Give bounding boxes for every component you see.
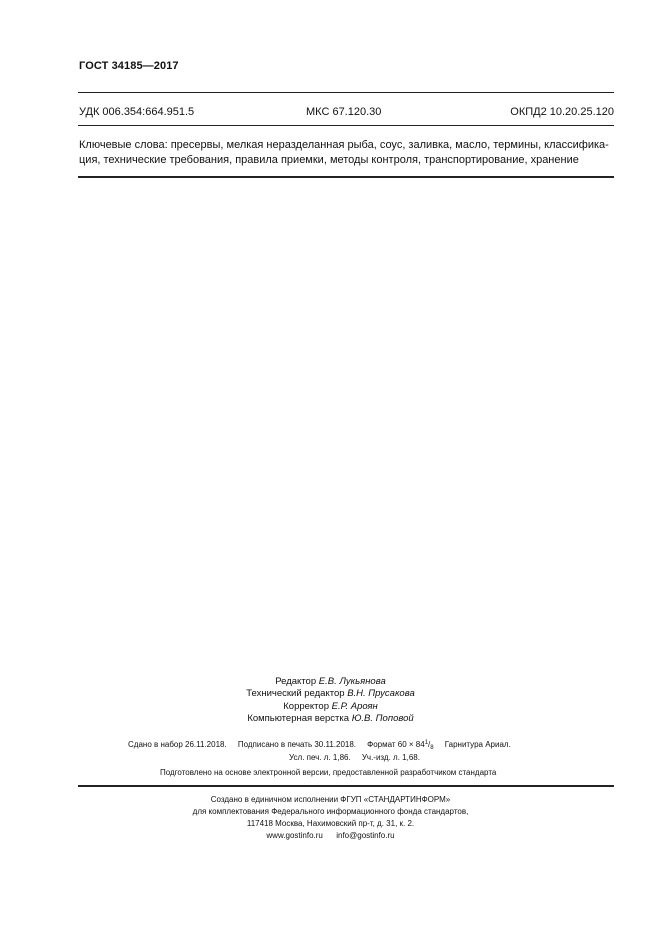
paper-format <box>367 740 433 749</box>
credit-name: Ю.В. Поповой <box>351 712 414 724</box>
submitted-date: Сдано в набор 26.11.2018. <box>128 740 227 749</box>
credit-name: Е.Р. Ароян <box>331 700 378 712</box>
credit-name: В.Н. Прусакова <box>347 688 415 700</box>
publisher-rule <box>78 785 614 787</box>
credits-block <box>0 676 661 725</box>
credit-role: Технический редактор <box>246 688 345 700</box>
credit-name: Е.В. Лукьянова <box>318 676 386 687</box>
website-link[interactable]: www.gostinfo.ru <box>266 831 323 840</box>
credit-editor <box>0 676 661 688</box>
format-slash: / <box>428 740 431 749</box>
format-denominator: 8 <box>430 745 434 751</box>
print-sheets: Усл. печ. л. 1,86. <box>289 753 351 762</box>
header-rule <box>78 92 614 93</box>
credit-role: Редактор <box>275 676 317 687</box>
credit-role: Корректор <box>283 700 329 712</box>
typeface: Гарнитура Ариал. <box>444 740 511 749</box>
prepared-note: Подготовлено на основе электронной версии, предоставленной разработчиком стандарта <box>160 768 497 777</box>
keywords-rule <box>78 176 614 178</box>
publication-sheets: Уч.-изд. л. 1,68. <box>361 753 420 762</box>
mks-code: МКС 67.120.30 <box>306 106 382 118</box>
publisher-block <box>0 794 661 818</box>
publisher-contacts <box>0 818 661 842</box>
credit-layout <box>0 713 661 725</box>
udk-code: УДК 006.354:664.951.5 <box>79 106 195 118</box>
credit-tech-editor <box>0 688 661 700</box>
signed-date: Подписано в печать 30.11.2018. <box>237 740 357 749</box>
email-link[interactable]: info@gostinfo.ru <box>336 831 395 840</box>
publisher-line-1: Создано в единичном исполнении ФГУП «СТАНДАРТИНФОРМ» <box>210 795 451 804</box>
imprint-line-1 <box>128 740 511 751</box>
keywords-block <box>79 138 615 168</box>
credit-role: Компьютерная верстка <box>247 712 350 724</box>
publisher-line-2: для комплектования Федерального информационного фонда стандартов, <box>192 807 469 816</box>
format-prefix: Формат 60 × 84 <box>367 740 425 749</box>
imprint-line-2 <box>289 753 420 762</box>
standard-title: ГОСТ 34185—2017 <box>79 60 179 72</box>
okpd-code: ОКПД2 10.20.25.120 <box>510 106 614 118</box>
publisher-address: 117418 Москва, Нахимовский пр-т, д. 31, к. 2. <box>246 819 415 828</box>
format-numerator: 1 <box>424 740 429 746</box>
keywords-line-1: Ключевые слова: пресервы, мелкая неразделанная рыба, соус, заливка, масло, термины, классифика- <box>79 139 609 151</box>
publisher-web-row <box>0 830 661 842</box>
keywords-line-2: ция, технические требования, правила приемки, методы контроля, транспортирование, хранение <box>79 154 579 166</box>
codes-rule <box>78 125 614 126</box>
credit-proofreader <box>0 701 661 713</box>
